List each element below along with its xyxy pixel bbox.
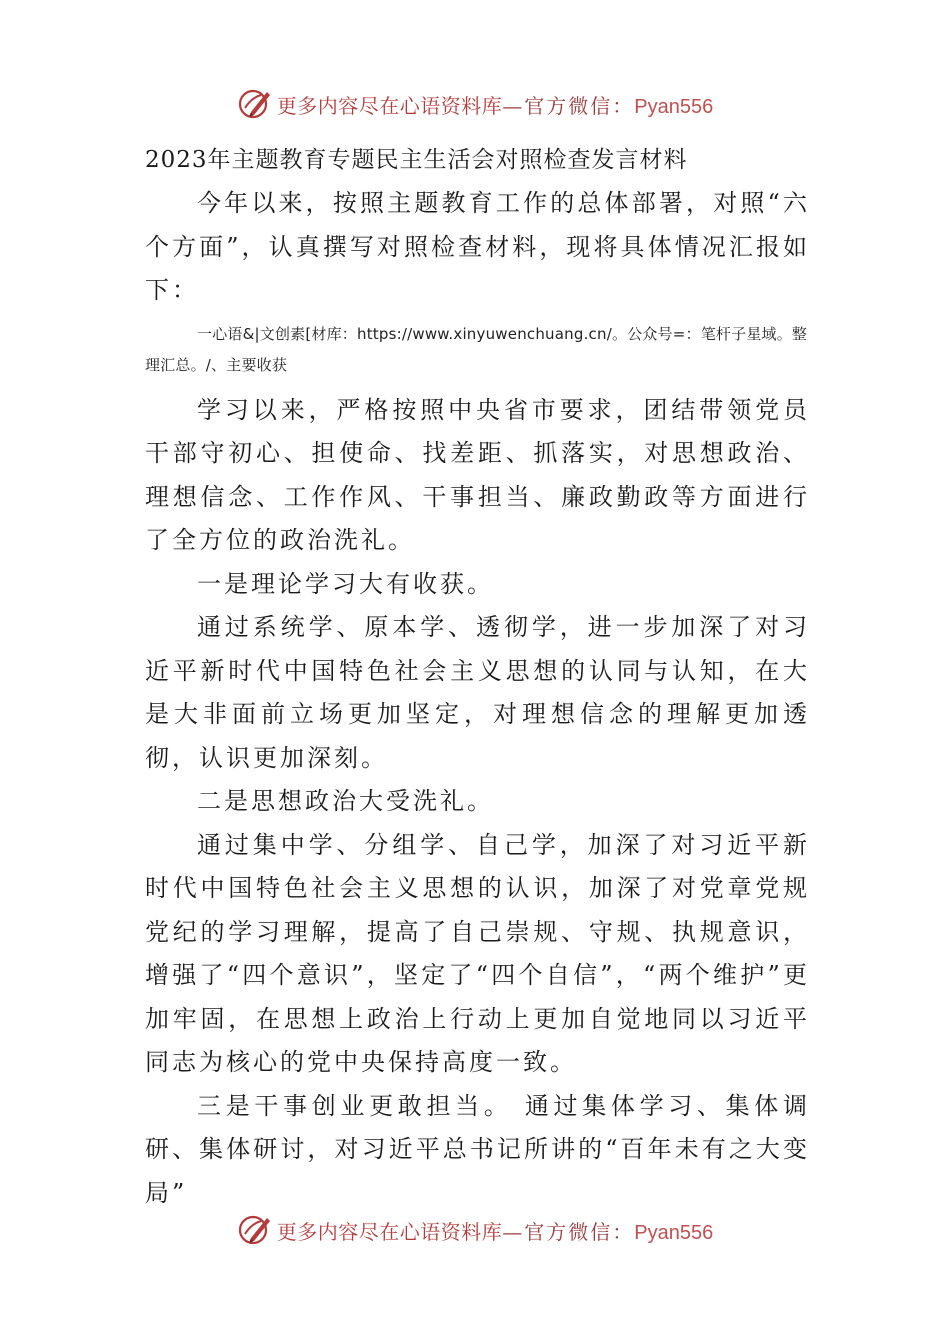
body-paragraph: 学习以来，严格按照中央省市要求，团结带领党员干部守初心、担使命、找差距、抓落实，对思想政治、理想信念、工作作风、干事担当、廉政勤政等方面进行了全方位的政治洗礼。	[145, 395, 810, 554]
banner-text: 更多内容尽在心语资料库	[276, 93, 503, 118]
document-title: 2023年主题教育专题民主生活会对照检查发言材料	[145, 147, 688, 173]
pen-circle-logo-icon	[237, 86, 273, 122]
section-heading-responsibility: 三是干事创业更敢担当。 通过集体学习、集体调研、集体研讨，对习近平总书记所讲的“百年未有之大变局”	[145, 1091, 810, 1207]
section-heading-politics: 二是思想政治大受洗礼。	[197, 787, 494, 815]
header-banner	[0, 82, 950, 126]
document-body	[145, 138, 810, 1215]
banner-suffix: —官方微信：Pyan556	[502, 1219, 714, 1244]
banner-account: Pyan556	[634, 1221, 714, 1244]
body-paragraph: 通过系统学、原本学、透彻学，进一步加深了对习近平新时代中国特色社会主义思想的认同与认知，在大是大非面前立场更加坚定，对理想信念的理解更加透彻，认识更加深刻。	[145, 613, 810, 772]
source-note: 一心语&|文创素[材库：https://www.xinyuwenchuang.cn/。公众号=：笔杆子星域。整理汇总。/、主要收获	[145, 324, 808, 374]
section-heading-theory: 一是理论学习大有收获。	[197, 569, 494, 598]
banner-suffix: —官方微信：Pyan556	[502, 93, 714, 118]
footer-banner	[0, 1208, 950, 1252]
banner-text: 更多内容尽在心语资料库	[276, 1219, 503, 1244]
intro-paragraph: 今年以来，按照主题教育工作的总体部署，对照“六个方面”，认真撰写对照检查材料，现将具体情况汇报如下：	[145, 189, 810, 304]
body-paragraph: 通过集中学、分组学、自己学，加深了对习近平新时代中国特色社会主义思想的认识，加深了对党章党规党纪的学习理解，提高了自己崇规、守规、执规意识，增强了“四个意识”，坚定了“四个自信”，“两个维护”更加牢固，在思想上政治上行动上更加自觉地同以习近平同志为核心的党中央保持高度一致。	[145, 830, 810, 1076]
banner-account: Pyan556	[634, 95, 714, 118]
pen-circle-logo-icon	[237, 1212, 273, 1248]
